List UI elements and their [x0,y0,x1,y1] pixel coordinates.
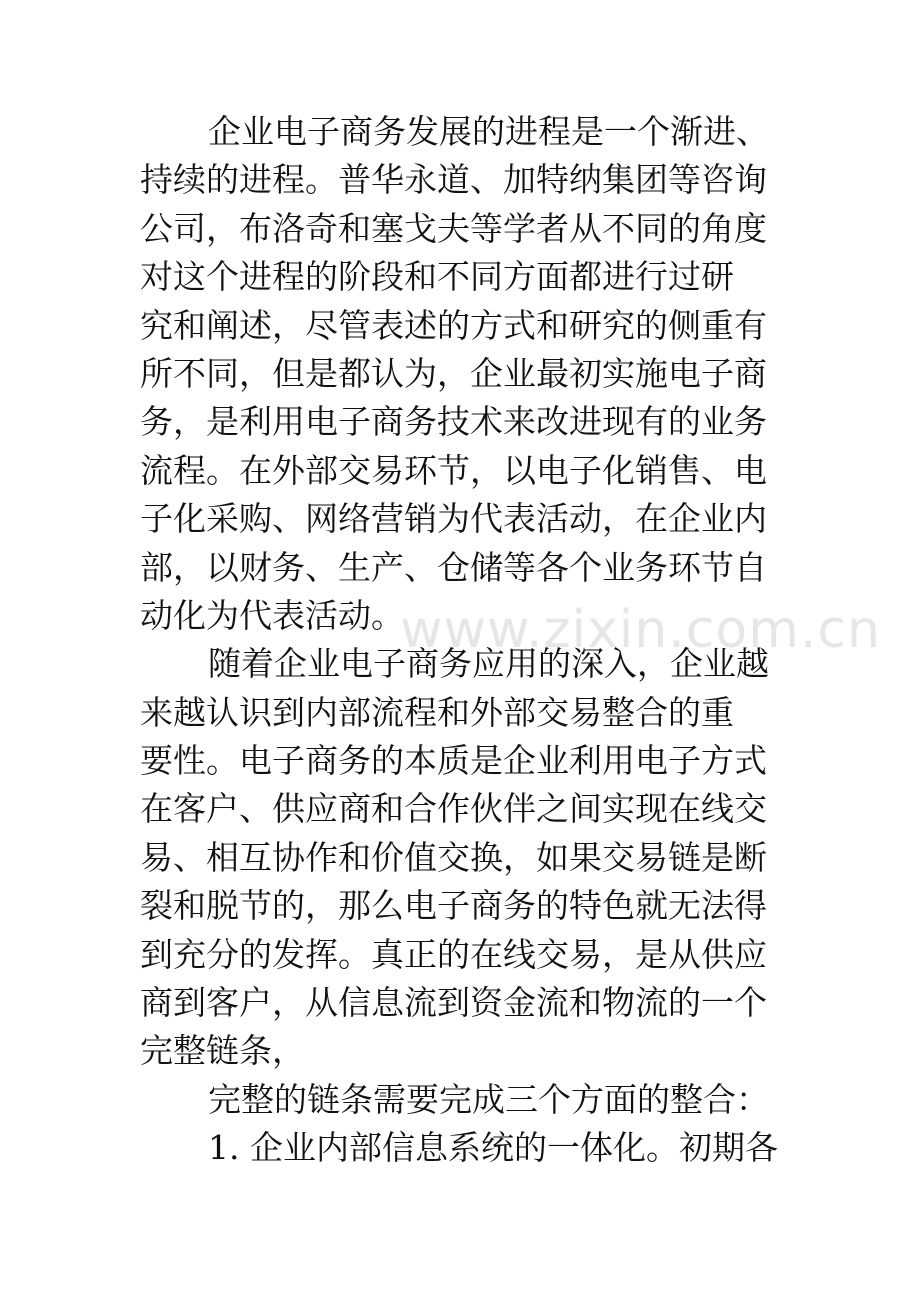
text-line: 来越认识到内部流程和外部交易整合的重 [140,692,734,732]
text-line: 务，是利用电子商务技术来改进现有的业务 [140,402,767,442]
text-line: 到充分的发挥。真正的在线交易，是从供应 [140,934,767,974]
text-line: 持续的进程。普华永道、加特纳集团等咨询 [140,160,767,200]
text-line: 子化采购、网络营销为代表活动，在企业内 [140,499,767,539]
text-line: 公司，布洛奇和塞戈夫等学者从不同的角度 [140,208,767,248]
text-line: 完整的链条需要完成三个方面的整合： [208,1079,769,1119]
paragraph-4 [140,1124,800,1172]
text-line: 商到客户，从信息流到资金流和物流的一个 [140,983,767,1023]
text-line: 易、相互协作和价值交换，如果交易链是断 [140,837,767,877]
text-line: 1. 企业内部信息系统的一体化。初期各 [208,1128,778,1168]
text-line: 部，以财务、生产、仓储等各个业务环节自 [140,547,767,587]
text-line: 裂和脱节的，那么电子商务的特色就无法得 [140,886,767,926]
paragraph-2 [140,640,800,1076]
text-line: 企业电子商务发展的进程是一个渐进、 [208,112,769,151]
text-line: 所不同，但是都认为，企业最初实施电子商 [140,353,767,393]
text-line: 究和阐述，尽管表述的方式和研究的侧重有 [140,305,767,345]
text-line: 对这个进程的阶段和不同方面都进行过研 [140,257,734,297]
text-line: 要性。电子商务的本质是企业利用电子方式 [140,741,767,781]
text-line: 完整链条， [140,1031,305,1071]
paragraph-1 [140,108,800,640]
text-line: 动化为代表活动。 [140,595,404,635]
text-line: 流程。在外部交易环节，以电子化销售、电 [140,450,767,490]
watermark: www.zixin.com.cn [400,600,881,660]
paragraph-3 [140,1076,800,1124]
text-line: 在客户、供应商和合作伙伴之间实现在线交 [140,789,767,829]
body-text [140,108,800,1173]
text-line: 随着企业电子商务应用的深入，企业越 [208,644,769,684]
